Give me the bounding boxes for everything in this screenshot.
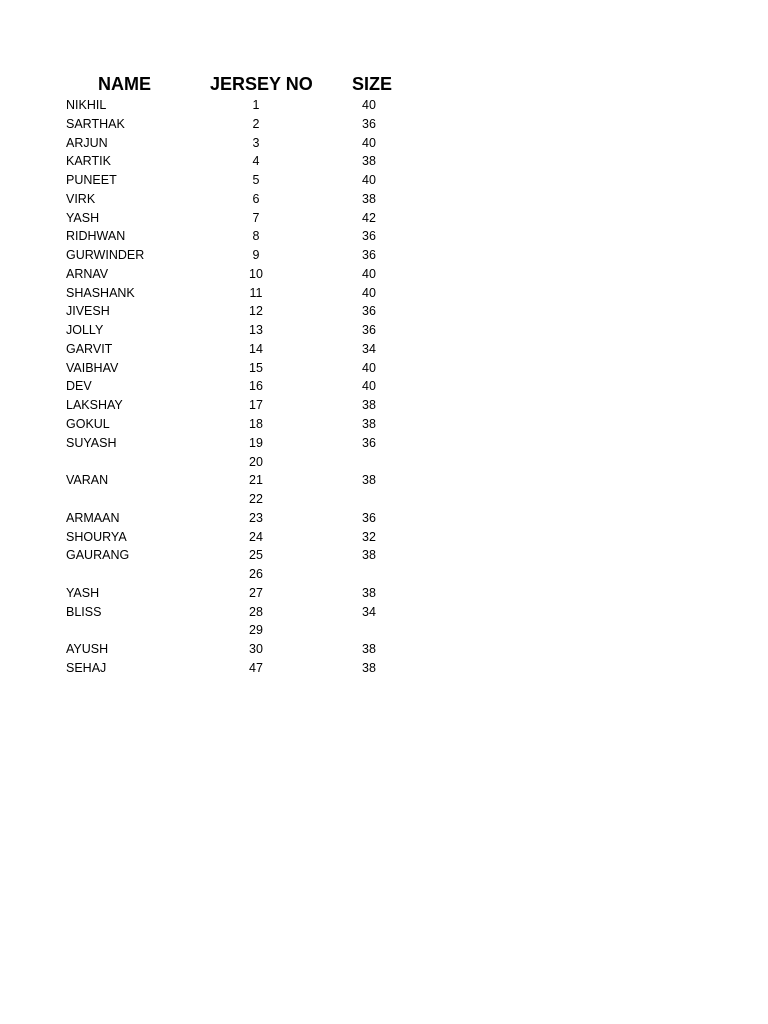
cell-name: SHOURYA — [66, 529, 127, 544]
cell-size: 36 — [362, 248, 376, 263]
cell-size: 40 — [362, 285, 376, 300]
table-row — [0, 434, 768, 453]
table-row — [0, 377, 768, 396]
table-row — [0, 546, 768, 565]
cell-jersey-no: 8 — [252, 229, 260, 244]
cell-jersey-no: 17 — [249, 398, 263, 413]
cell-jersey-no: 27 — [249, 585, 263, 600]
cell-name: SUYASH — [66, 435, 117, 450]
cell-size: 40 — [362, 135, 376, 150]
cell-name: GURWINDER — [66, 248, 145, 263]
cell-jersey-no: 3 — [252, 135, 260, 150]
cell-size: 32 — [362, 529, 376, 544]
cell-size: 36 — [362, 323, 376, 338]
cell-name: GARVIT — [66, 341, 113, 356]
cell-jersey-no: 28 — [249, 604, 263, 619]
table-row — [0, 621, 768, 640]
cell-name: SARTHAK — [66, 116, 125, 131]
cell-size: 36 — [362, 435, 376, 450]
cell-jersey-no: 47 — [249, 660, 263, 675]
cell-size: 38 — [362, 191, 376, 206]
cell-name: GOKUL — [66, 417, 110, 432]
cell-jersey-no: 6 — [252, 191, 260, 206]
table-row — [0, 415, 768, 434]
cell-name: PUNEET — [66, 173, 117, 188]
cell-size: 36 — [362, 116, 376, 131]
cell-jersey-no: 1 — [252, 98, 260, 112]
table-row — [0, 471, 768, 490]
cell-name: KARTIK — [66, 154, 111, 169]
cell-jersey-no: 12 — [249, 304, 263, 319]
cell-size: 40 — [362, 173, 376, 188]
cell-jersey-no: 25 — [249, 548, 263, 563]
cell-name: SEHAJ — [66, 660, 107, 675]
cell-name: VAIBHAV — [66, 360, 119, 375]
cell-jersey-no: 19 — [249, 435, 263, 450]
table-row — [0, 603, 768, 622]
cell-size: 36 — [362, 510, 376, 525]
table-row — [0, 152, 768, 171]
cell-size: 40 — [362, 379, 376, 394]
header-name: NAME — [98, 74, 151, 94]
cell-jersey-no: 23 — [249, 510, 263, 525]
table-row — [0, 659, 768, 678]
cell-size: 40 — [362, 266, 376, 281]
header-jersey-no: JERSEY NO — [210, 74, 313, 94]
cell-jersey-no: 14 — [249, 341, 263, 356]
cell-size: 40 — [362, 360, 376, 375]
cell-name: RIDHWAN — [66, 229, 126, 244]
cell-size: 38 — [362, 417, 376, 432]
cell-name: SHASHANK — [66, 285, 135, 300]
cell-name: LAKSHAY — [66, 398, 123, 413]
cell-name: ARJUN — [66, 135, 108, 150]
table-row — [0, 284, 768, 303]
cell-jersey-no: 9 — [252, 248, 260, 263]
cell-jersey-no: 16 — [249, 379, 263, 394]
cell-jersey-no: 24 — [249, 529, 263, 544]
cell-jersey-no: 18 — [249, 417, 263, 432]
cell-jersey-no: 7 — [252, 210, 260, 225]
cell-name: JIVESH — [66, 304, 110, 319]
cell-name: AYUSH — [66, 642, 109, 657]
table-header — [0, 72, 768, 96]
cell-jersey-no: 11 — [249, 285, 263, 300]
cell-name: BLISS — [66, 604, 102, 619]
table-body — [0, 96, 768, 678]
cell-name: YASH — [66, 585, 100, 600]
table-row — [0, 584, 768, 603]
cell-name: NIKHIL — [66, 98, 107, 112]
cell-size: 38 — [362, 154, 376, 169]
table-row — [0, 96, 768, 115]
cell-size: 42 — [362, 210, 376, 225]
table-row — [0, 396, 768, 415]
table-row — [0, 340, 768, 359]
cell-size: 40 — [362, 98, 376, 112]
cell-size: 38 — [362, 642, 376, 657]
table-row — [0, 359, 768, 378]
table-row — [0, 565, 768, 584]
cell-jersey-no: 5 — [252, 173, 260, 188]
cell-jersey-no: 13 — [249, 323, 263, 338]
cell-size: 34 — [362, 604, 376, 619]
cell-jersey-no: 15 — [249, 360, 263, 375]
cell-jersey-no: 2 — [252, 116, 260, 131]
cell-size: 38 — [362, 548, 376, 563]
cell-size: 38 — [362, 660, 376, 675]
table-row — [0, 302, 768, 321]
cell-name: GAURANG — [66, 548, 130, 563]
cell-jersey-no: 21 — [249, 473, 263, 488]
cell-jersey-no: 4 — [252, 154, 260, 169]
cell-name: ARMAAN — [66, 510, 120, 525]
cell-size: 38 — [362, 398, 376, 413]
table-row — [0, 190, 768, 209]
table-row — [0, 209, 768, 228]
table-row — [0, 246, 768, 265]
cell-name: VIRK — [66, 191, 96, 206]
cell-name: YASH — [66, 210, 100, 225]
cell-jersey-no: 30 — [249, 642, 263, 657]
cell-jersey-no: 22 — [249, 492, 263, 507]
cell-name: ARNAV — [66, 266, 109, 281]
cell-size: 38 — [362, 585, 376, 600]
table-row — [0, 321, 768, 340]
table-row — [0, 509, 768, 528]
header-size: SIZE — [352, 74, 393, 94]
cell-name: JOLLY — [66, 323, 104, 338]
cell-jersey-no: 20 — [249, 454, 263, 469]
cell-name: DEV — [66, 379, 92, 394]
cell-size: 36 — [362, 304, 376, 319]
table-row — [0, 134, 768, 153]
cell-size: 38 — [362, 473, 376, 488]
cell-name: VARAN — [66, 473, 109, 488]
table-row — [0, 227, 768, 246]
table-row — [0, 115, 768, 134]
table-row — [0, 528, 768, 547]
cell-jersey-no: 26 — [249, 567, 263, 582]
cell-jersey-no: 29 — [249, 623, 263, 638]
cell-jersey-no: 10 — [249, 266, 263, 281]
table-row — [0, 171, 768, 190]
table-row — [0, 453, 768, 472]
table-row — [0, 265, 768, 284]
table-row — [0, 490, 768, 509]
cell-size: 36 — [362, 229, 376, 244]
table-row — [0, 640, 768, 659]
cell-size: 34 — [362, 341, 376, 356]
